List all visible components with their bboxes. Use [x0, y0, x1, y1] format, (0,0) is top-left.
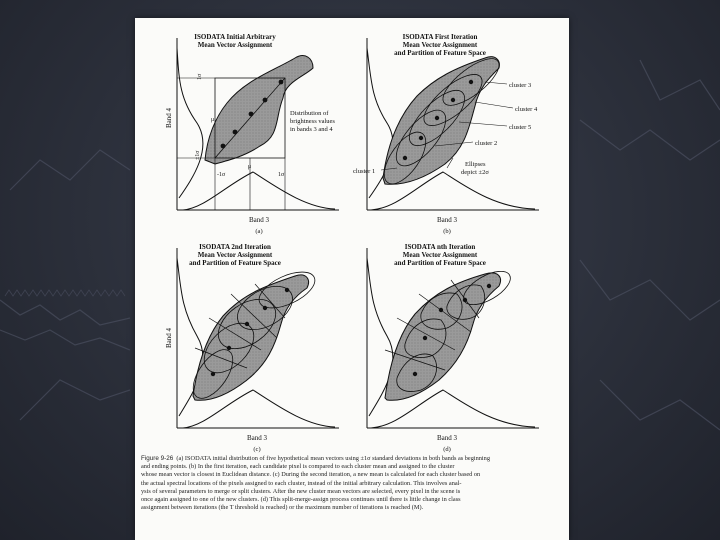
panel-a-title-2: Mean Vector Assignment	[197, 41, 273, 49]
panel-c	[165, 243, 339, 453]
caption-line: whose mean vector is closest in Euclidean distance. (c) During the second iteration, a new mean is calculated for each cluster based on	[141, 471, 481, 479]
caption-label: Figure 9-26	[141, 455, 174, 462]
panel-a-sigma-x2: 1σ	[278, 172, 285, 178]
caption-line: once again assigned to one of the new clusters. (d) This split-merge-assign process continues until there is little change in class	[141, 496, 461, 504]
panel-a-xlabel: Band 3	[248, 216, 270, 224]
panel-b-sublabel: (b)	[443, 228, 451, 235]
panel-d-title-3: and Partition of Feature Space	[394, 259, 486, 267]
document-page	[135, 18, 569, 540]
figure-caption	[141, 455, 565, 512]
panel-c-title-2: Mean Vector Assignment	[197, 251, 273, 259]
panel-a-sublabel: (a)	[255, 228, 263, 235]
panel-b-cluster1: cluster 1	[353, 168, 376, 175]
panel-d-title-2: Mean Vector Assignment	[402, 251, 478, 259]
panel-a-sigma-y2: ±1σ	[195, 150, 201, 160]
caption-line: the actual spectral locations of the pixels assigned to each cluster, instead of the initial arbitrary calculation. This involves anal-	[141, 479, 462, 487]
panel-a-annotation-2: brightness values	[290, 118, 335, 125]
panel-b-cluster4: cluster 4	[515, 106, 538, 113]
panel-d-sublabel: (d)	[443, 446, 451, 453]
panel-a-ylabel: Band 4	[165, 107, 173, 129]
panel-b-cluster2: cluster 2	[475, 140, 498, 147]
panel-a	[165, 33, 339, 235]
panel-b-ellipses-label-1: Ellipses	[465, 161, 486, 168]
panel-c-ylabel: Band 4	[165, 327, 173, 349]
panel-a-sigma-x1: -1σ	[217, 172, 226, 178]
caption-line: assignment between iterations (the T threshold is reached) or the maximum number of iterations is reached (M).	[141, 504, 424, 512]
panel-d-data-region	[385, 273, 500, 400]
panel-a-sigma-y1: 1σ	[197, 73, 203, 80]
panel-d	[367, 243, 539, 453]
panel-b-xlabel: Band 3	[436, 216, 458, 224]
panel-b-ellipses-label-2: depict ±2σ	[461, 169, 489, 176]
panel-b-title-2: Mean Vector Assignment	[402, 41, 478, 49]
panel-b-cluster5: cluster 5	[509, 124, 532, 131]
caption-line: (a) ISODATA initial distribution of five hypothetical mean vectors using ±1σ standard deviations in both bands as beginning	[176, 455, 490, 462]
panel-d-xlabel: Band 3	[436, 434, 458, 442]
panel-a-x-distribution	[183, 172, 335, 210]
panel-a-annotation-3: in bands 3 and 4	[290, 126, 333, 133]
caption-line: and ending points. (b) In the first iteration, each candidate pixel is compared to each cluster mean and assigned to the cluster	[141, 463, 455, 471]
panel-b-title-3: and Partition of Feature Space	[394, 49, 486, 57]
panel-b	[353, 33, 539, 235]
panel-a-mu-y: μ	[211, 117, 215, 123]
panel-b-title-1: ISODATA First Iteration	[402, 33, 478, 41]
panel-d-title-1: ISODATA nth Iteration	[404, 243, 476, 251]
panel-c-xlabel: Band 3	[246, 434, 268, 442]
panel-b-cluster3: cluster 3	[509, 82, 532, 89]
panel-a-mu-x: μ	[248, 164, 252, 170]
panel-a-y-distribution	[177, 48, 203, 198]
panel-c-title-1: ISODATA 2nd Iteration	[199, 243, 271, 251]
panel-c-sublabel: (c)	[253, 446, 261, 453]
panel-c-title-3: and Partition of Feature Space	[189, 259, 281, 267]
panel-a-annotation-1: Distribution of	[290, 110, 329, 117]
panel-a-title-1: ISODATA Initial Arbitrary	[194, 33, 276, 41]
caption-line: ysis of several parameters to merge or split clusters. After the new cluster mean vectors are selected, every pixel in the scene is	[141, 487, 461, 495]
